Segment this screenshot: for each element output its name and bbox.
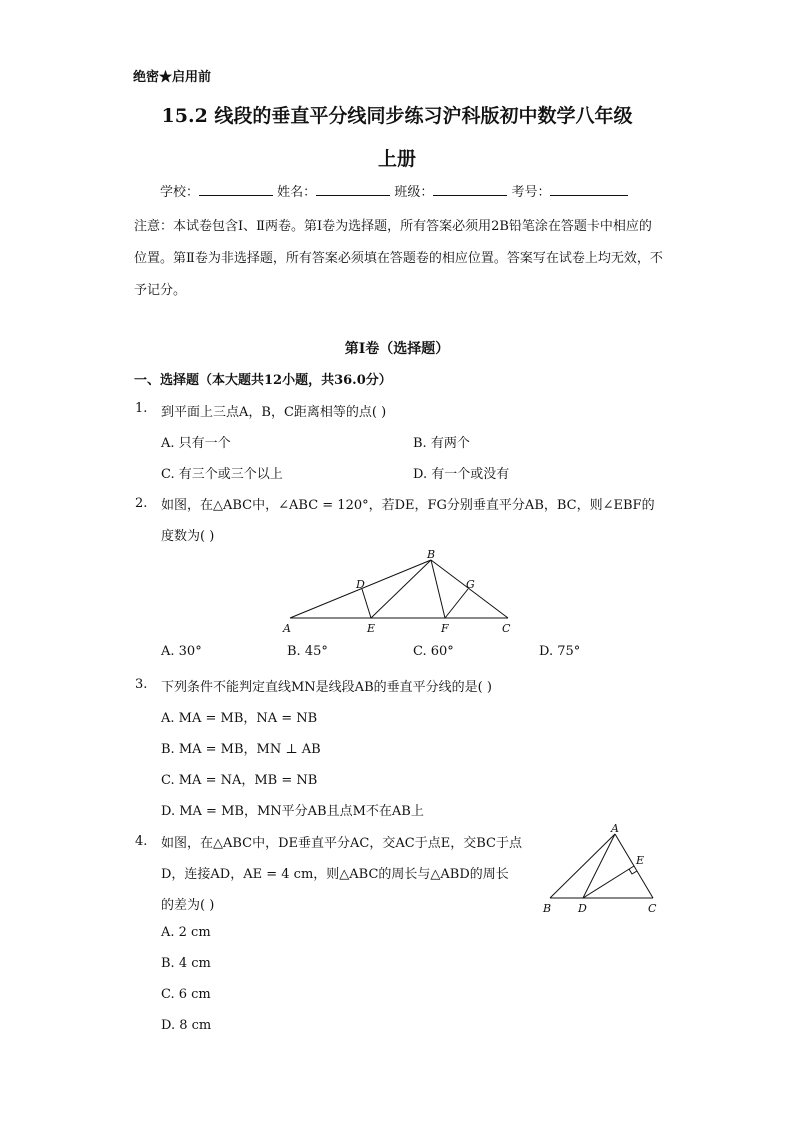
figure-label-b: B xyxy=(427,548,436,561)
figure-label-b: B xyxy=(543,902,552,915)
school-field[interactable] xyxy=(199,183,273,196)
figure-label-d: D xyxy=(578,902,587,915)
secret-label: 绝密★启用前 xyxy=(133,70,212,85)
figure-label-d: D xyxy=(356,578,365,591)
option-c[interactable]: C. MA = NA，MB = NB xyxy=(161,773,318,788)
question-text: 下列条件不能判定直线MN是线段AB的垂直平分线的是( ) xyxy=(161,680,492,695)
option-a[interactable]: A. 30° xyxy=(161,644,202,659)
option-b[interactable]: B. 有两个 xyxy=(413,436,470,451)
option-d[interactable]: D. 8 cm xyxy=(161,1018,212,1033)
page-title-line2: 上册 xyxy=(377,148,416,170)
figure-label-e: E xyxy=(636,854,645,867)
section-title: 第Ⅰ卷（选择题） xyxy=(344,341,450,357)
option-c[interactable]: C. 6 cm xyxy=(161,987,211,1002)
figure-label-c: C xyxy=(502,622,511,635)
option-a[interactable]: A. 只有一个 xyxy=(161,436,231,451)
option-d[interactable]: D. 有一个或没有 xyxy=(413,467,510,482)
figure-label-g: G xyxy=(466,578,475,591)
question-number: 4. xyxy=(135,834,148,849)
option-a[interactable]: A. 2 cm xyxy=(161,925,211,940)
question-text-line3: 的差为( ) xyxy=(161,898,215,913)
option-b[interactable]: B. 4 cm xyxy=(161,956,211,971)
name-field[interactable] xyxy=(316,183,390,196)
figure-label-a: A xyxy=(611,822,619,835)
question-number: 2. xyxy=(135,496,148,511)
option-a[interactable]: A. MA = MB，NA = NB xyxy=(161,711,318,726)
option-b[interactable]: B. MA = MB，MN ⊥ AB xyxy=(161,742,321,757)
name-label: 姓名： xyxy=(277,185,317,200)
question-text-line1: 如图，在△ABC中，∠ABC = 120°，若DE，FG分别垂直平分AB，BC，则∠EBF的 xyxy=(161,498,655,513)
triangle-figure-q2 xyxy=(280,548,520,638)
exam-no-label: 考号： xyxy=(511,185,551,200)
figure-label-c: C xyxy=(648,902,657,915)
option-d[interactable]: D. MA = MB，MN平分AB且点M不在AB上 xyxy=(161,804,424,819)
option-c[interactable]: C. 60° xyxy=(413,644,454,659)
option-d[interactable]: D. 75° xyxy=(539,644,581,659)
question-number: 3. xyxy=(135,677,148,692)
question-text-line2: 度数为( ) xyxy=(161,529,215,544)
page-title-line1: 15.2 线段的垂直平分线同步练习沪科版初中数学八年级 xyxy=(161,105,633,127)
part-title: 一、选择题（本大题共12小题，共36.0分） xyxy=(134,373,392,388)
triangle-figure-q4 xyxy=(538,820,668,918)
figure-label-f: F xyxy=(441,622,449,635)
option-b[interactable]: B. 45° xyxy=(287,644,328,659)
student-info-fields xyxy=(160,181,628,200)
question-text-line2: D，连接AD，AE = 4 cm，则△ABC的周长与△ABD的周长 xyxy=(161,867,509,882)
option-c[interactable]: C. 有三个或三个以上 xyxy=(161,467,283,482)
question-text: 到平面上三点A，B，C距离相等的点( ) xyxy=(161,405,387,420)
exam-notice: 注意：本试卷包含Ⅰ、Ⅱ两卷。第Ⅰ卷为选择题，所有答案必须用2B铅笔涂在答题卡中相应的位置。第Ⅱ卷为非选择题，所有答案必须填在答题卷的相应位置。答案写在试卷上均无效，不予记分。 xyxy=(134,219,663,298)
figure-label-e: E xyxy=(367,622,376,635)
figure-label-a: A xyxy=(283,622,291,635)
class-label: 班级： xyxy=(394,185,434,200)
question-number: 1. xyxy=(135,401,148,416)
exam-no-field[interactable] xyxy=(550,183,628,196)
class-field[interactable] xyxy=(433,183,507,196)
school-label: 学校： xyxy=(160,185,200,200)
question-text-line1: 如图，在△ABC中，DE垂直平分AC，交AC于点E，交BC于点 xyxy=(161,836,522,851)
